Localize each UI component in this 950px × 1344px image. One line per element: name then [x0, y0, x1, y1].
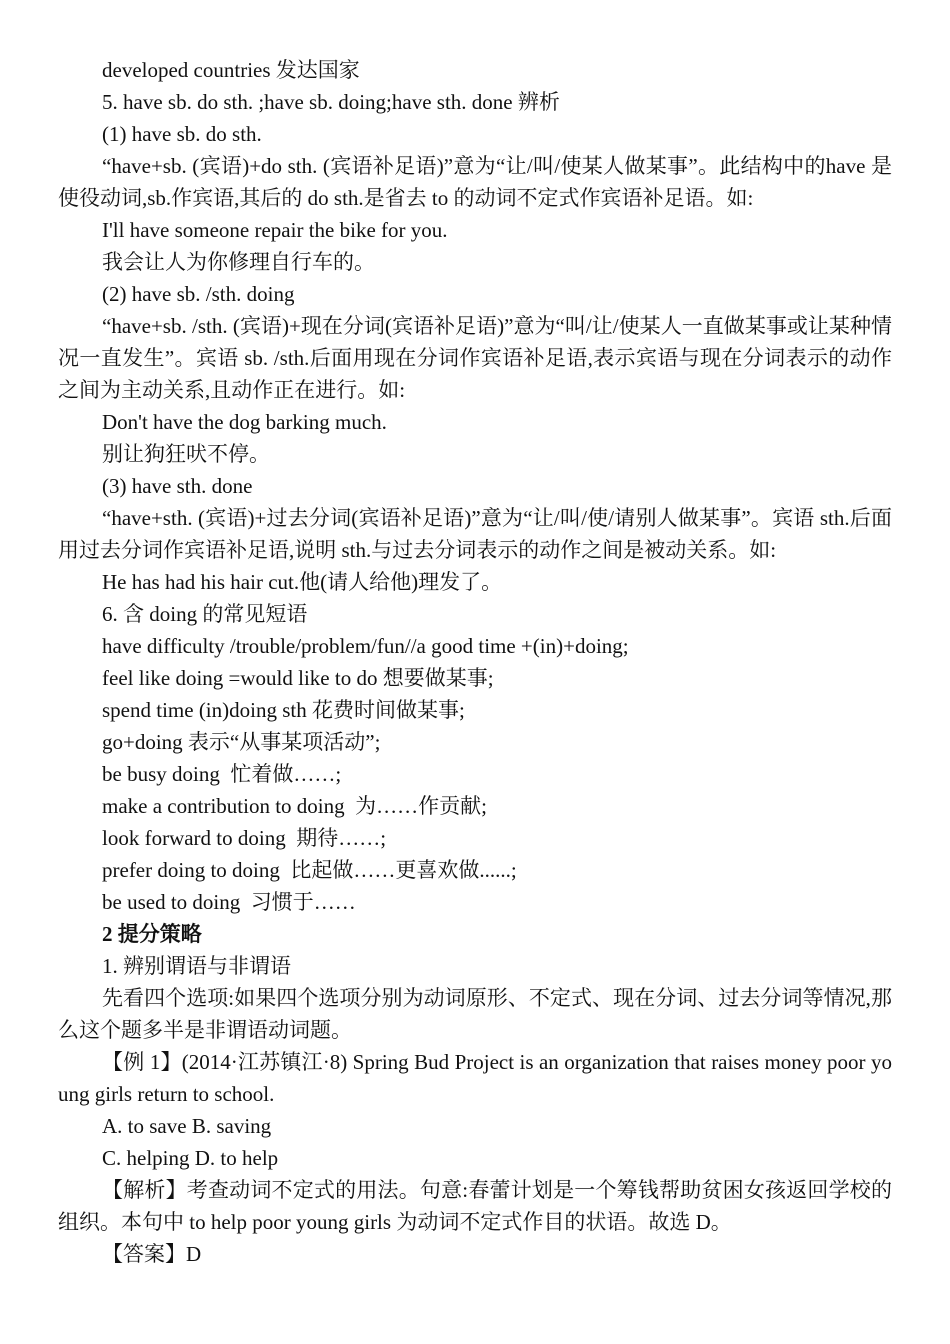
section-heading-strategy: 2 提分策略 — [102, 922, 202, 946]
subsection-heading: 1. 辨别谓语与非谓语 — [102, 954, 291, 978]
section-heading: 5. have sb. do sth. ;have sb. doing;have sth. done 辨析 — [102, 90, 560, 114]
example-translation: 我会让人为你修理自行车的。 — [102, 250, 375, 274]
phrase-item: look forward to doing 期待……; — [102, 826, 387, 850]
paragraph: “have+sth. (宾语)+过去分词(宾语补足语)”意为“让/叫/使/请别人做某事”。宾语 sth.后面用过去分词作宾语补足语,说明 sth.与过去分词表示的动作之间是被动关系。如: — [58, 506, 892, 562]
answer-options: C. helping D. to help — [102, 1146, 279, 1170]
section-heading: 6. 含 doing 的常见短语 — [102, 602, 308, 626]
paragraph: “have+sb. (宾语)+do sth. (宾语补足语)”意为“让/叫/使某人做某事”。此结构中的have 是使役动词,sb.作宾语,其后的 do sth.是省去 to 的动词不定式作宾语补足语。如: — [58, 154, 892, 210]
phrase-item: make a contribution to doing 为……作贡献; — [102, 794, 487, 818]
phrase-item: be busy doing 忙着做……; — [102, 762, 342, 786]
example-sentence: Don't have the dog barking much. — [102, 410, 387, 434]
explanation: 【解析】考查动词不定式的用法。句意:春蕾计划是一个筹钱帮助贫困女孩返回学校的组织。本句中 to help poor young girls 为动词不定式作目的状语。故选 D。 — [58, 1178, 892, 1234]
document-page — [58, 54, 892, 1270]
subsection-heading: (1) have sb. do sth. — [102, 122, 262, 146]
example-sentence: He has had his hair cut.他(请人给他)理发了。 — [102, 570, 503, 594]
text-line: developed countries 发达国家 — [102, 58, 360, 82]
example-translation: 别让狗狂吠不停。 — [102, 442, 270, 466]
paragraph: 先看四个选项:如果四个选项分别为动词原形、不定式、现在分词、过去分词等情况,那么这个题多半是非谓语动词题。 — [58, 986, 892, 1042]
subsection-heading: (2) have sb. /sth. doing — [102, 282, 295, 306]
example-sentence: I'll have someone repair the bike for you. — [102, 218, 448, 242]
subsection-heading: (3) have sth. done — [102, 474, 253, 498]
example-question: 【例 1】(2014·江苏镇江·8) Spring Bud Project is an organization that raises money poor young girls return to school. — [58, 1050, 892, 1106]
paragraph: “have+sb. /sth. (宾语)+现在分词(宾语补足语)”意为“叫/让/使某人一直做某事或让某种情况一直发生”。宾语 sb. /sth.后面用现在分词作宾语补足语,表示宾语与现在分词表示的动作之间为主动关系,且动作正在进行。如: — [58, 314, 892, 402]
answer: 【答案】D — [102, 1242, 202, 1266]
phrase-item: be used to doing 习惯于…… — [102, 890, 356, 914]
phrase-item: go+doing 表示“从事某项活动”; — [102, 730, 381, 754]
phrase-item: feel like doing =would like to do 想要做某事; — [102, 666, 494, 690]
phrase-item: prefer doing to doing 比起做……更喜欢做......; — [102, 858, 517, 882]
answer-options: A. to save B. saving — [102, 1114, 272, 1138]
phrase-item: have difficulty /trouble/problem/fun//a good time +(in)+doing; — [102, 634, 629, 658]
phrase-item: spend time (in)doing sth 花费时间做某事; — [102, 698, 465, 722]
